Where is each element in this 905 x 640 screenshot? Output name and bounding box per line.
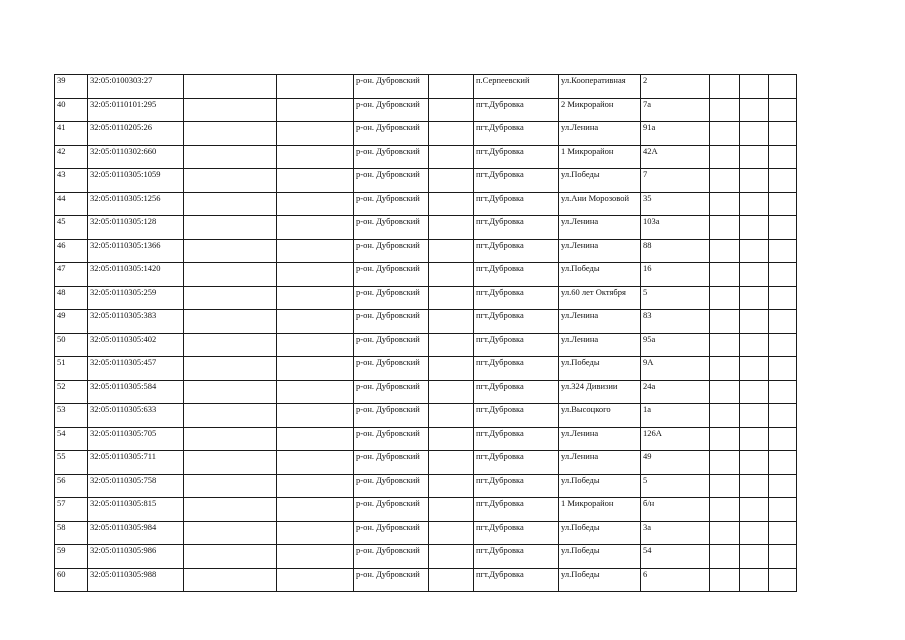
house-number-cell: 9А [641,357,710,381]
empty-cell-5 [740,451,769,475]
street-cell: ул.Победы [559,568,641,592]
empty-cell-5 [740,380,769,404]
settlement-cell: пгт.Дубровка [474,169,559,193]
street-cell: ул.Ленина [559,122,641,146]
house-number-cell: 35 [641,192,710,216]
table-row [55,192,797,216]
cadastral-number-cell: 32:05:0110305:711 [88,451,184,475]
empty-cell-4 [710,568,740,592]
empty-cell-3 [429,545,474,569]
district-cell: р-он. Дубровский [354,333,429,357]
settlement-cell: пгт.Дубровка [474,568,559,592]
empty-cell-6 [769,521,797,545]
empty-cell-2 [277,145,354,169]
empty-cell-6 [769,404,797,428]
empty-cell-3 [429,474,474,498]
house-number-cell: 2 [641,75,710,99]
cadastral-number-cell: 32:05:0110305:383 [88,310,184,334]
empty-cell-1 [184,380,277,404]
cadastral-number-cell: 32:05:0110305:984 [88,521,184,545]
district-cell: р-он. Дубровский [354,169,429,193]
row-number-cell: 49 [55,310,88,334]
empty-cell-2 [277,192,354,216]
district-cell: р-он. Дубровский [354,122,429,146]
table-row [55,169,797,193]
empty-cell-3 [429,357,474,381]
district-cell: р-он. Дубровский [354,404,429,428]
empty-cell-6 [769,98,797,122]
empty-cell-2 [277,122,354,146]
empty-cell-1 [184,474,277,498]
empty-cell-2 [277,521,354,545]
row-number-cell: 44 [55,192,88,216]
district-cell: р-он. Дубровский [354,98,429,122]
cadastral-number-cell: 32:05:0110101:295 [88,98,184,122]
row-number-cell: 58 [55,521,88,545]
empty-cell-3 [429,310,474,334]
empty-cell-2 [277,404,354,428]
empty-cell-6 [769,216,797,240]
street-cell: ул.Высоцкого [559,404,641,428]
empty-cell-4 [710,286,740,310]
street-cell: ул.Ленина [559,333,641,357]
empty-cell-5 [740,404,769,428]
empty-cell-2 [277,98,354,122]
house-number-cell: 5 [641,286,710,310]
settlement-cell: пгт.Дубровка [474,263,559,287]
empty-cell-4 [710,333,740,357]
empty-cell-2 [277,427,354,451]
street-cell: ул.Ленина [559,216,641,240]
row-number-cell: 42 [55,145,88,169]
cadastral-number-cell: 32:05:0100303:27 [88,75,184,99]
district-cell: р-он. Дубровский [354,545,429,569]
row-number-cell: 47 [55,263,88,287]
street-cell: ул.Кооперативная [559,75,641,99]
cadastral-number-cell: 32:05:0110302:660 [88,145,184,169]
empty-cell-6 [769,474,797,498]
empty-cell-4 [710,145,740,169]
empty-cell-2 [277,380,354,404]
empty-cell-5 [740,474,769,498]
cadastral-number-cell: 32:05:0110305:815 [88,498,184,522]
property-register-table [54,74,797,592]
empty-cell-5 [740,568,769,592]
empty-cell-2 [277,451,354,475]
empty-cell-3 [429,286,474,310]
district-cell: р-он. Дубровский [354,286,429,310]
row-number-cell: 59 [55,545,88,569]
empty-cell-1 [184,310,277,334]
empty-cell-4 [710,474,740,498]
empty-cell-1 [184,145,277,169]
empty-cell-5 [740,192,769,216]
empty-cell-2 [277,498,354,522]
street-cell: ул.324 Дивизии [559,380,641,404]
street-cell: ул.Победы [559,521,641,545]
empty-cell-1 [184,427,277,451]
settlement-cell: пгт.Дубровка [474,404,559,428]
settlement-cell: пгт.Дубровка [474,216,559,240]
empty-cell-1 [184,286,277,310]
cadastral-number-cell: 32:05:0110305:1366 [88,239,184,263]
empty-cell-6 [769,498,797,522]
empty-cell-3 [429,498,474,522]
row-number-cell: 41 [55,122,88,146]
street-cell: ул.Ани Морозовой [559,192,641,216]
empty-cell-1 [184,545,277,569]
district-cell: р-он. Дубровский [354,216,429,240]
house-number-cell: б/н [641,498,710,522]
district-cell: р-он. Дубровский [354,474,429,498]
empty-cell-5 [740,310,769,334]
empty-cell-6 [769,568,797,592]
district-cell: р-он. Дубровский [354,357,429,381]
house-number-cell: 83 [641,310,710,334]
street-cell: ул.Победы [559,357,641,381]
district-cell: р-он. Дубровский [354,427,429,451]
district-cell: р-он. Дубровский [354,75,429,99]
empty-cell-2 [277,333,354,357]
house-number-cell: 6 [641,568,710,592]
empty-cell-3 [429,169,474,193]
street-cell: ул.Ленина [559,239,641,263]
settlement-cell: пгт.Дубровка [474,545,559,569]
empty-cell-1 [184,521,277,545]
empty-cell-5 [740,521,769,545]
empty-cell-5 [740,427,769,451]
empty-cell-4 [710,521,740,545]
empty-cell-5 [740,122,769,146]
empty-cell-5 [740,498,769,522]
empty-cell-6 [769,310,797,334]
table-row [55,451,797,475]
table-row [55,333,797,357]
table-row [55,474,797,498]
empty-cell-5 [740,145,769,169]
table-row [55,239,797,263]
empty-cell-4 [710,192,740,216]
row-number-cell: 60 [55,568,88,592]
empty-cell-4 [710,263,740,287]
empty-cell-3 [429,239,474,263]
cadastral-number-cell: 32:05:0110305:988 [88,568,184,592]
empty-cell-5 [740,357,769,381]
table-row [55,310,797,334]
empty-cell-4 [710,98,740,122]
empty-cell-4 [710,380,740,404]
empty-cell-3 [429,427,474,451]
table-row [55,498,797,522]
table-row [55,380,797,404]
empty-cell-6 [769,451,797,475]
street-cell: ул.Ленина [559,451,641,475]
empty-cell-3 [429,192,474,216]
empty-cell-4 [710,169,740,193]
house-number-cell: 54 [641,545,710,569]
empty-cell-6 [769,427,797,451]
cadastral-number-cell: 32:05:0110205:26 [88,122,184,146]
empty-cell-4 [710,310,740,334]
settlement-cell: пгт.Дубровка [474,286,559,310]
empty-cell-4 [710,122,740,146]
empty-cell-6 [769,145,797,169]
table-row [55,404,797,428]
empty-cell-3 [429,380,474,404]
empty-cell-5 [740,169,769,193]
house-number-cell: 1а [641,404,710,428]
empty-cell-1 [184,192,277,216]
empty-cell-4 [710,427,740,451]
empty-cell-5 [740,333,769,357]
empty-cell-6 [769,75,797,99]
empty-cell-1 [184,75,277,99]
settlement-cell: пгт.Дубровка [474,357,559,381]
house-number-cell: 5 [641,474,710,498]
table-row [55,145,797,169]
row-number-cell: 50 [55,333,88,357]
house-number-cell: 49 [641,451,710,475]
cadastral-number-cell: 32:05:0110305:584 [88,380,184,404]
cadastral-number-cell: 32:05:0110305:758 [88,474,184,498]
row-number-cell: 54 [55,427,88,451]
street-cell: 1 Микрорайон [559,145,641,169]
row-number-cell: 43 [55,169,88,193]
row-number-cell: 39 [55,75,88,99]
cadastral-number-cell: 32:05:0110305:457 [88,357,184,381]
row-number-cell: 51 [55,357,88,381]
empty-cell-1 [184,498,277,522]
empty-cell-4 [710,75,740,99]
settlement-cell: пгт.Дубровка [474,474,559,498]
table-row [55,568,797,592]
empty-cell-2 [277,216,354,240]
empty-cell-1 [184,169,277,193]
table-row [55,545,797,569]
empty-cell-2 [277,239,354,263]
empty-cell-1 [184,568,277,592]
empty-cell-4 [710,545,740,569]
row-number-cell: 56 [55,474,88,498]
empty-cell-6 [769,122,797,146]
settlement-cell: пгт.Дубровка [474,333,559,357]
street-cell: ул.Ленина [559,427,641,451]
house-number-cell: 16 [641,263,710,287]
empty-cell-2 [277,310,354,334]
empty-cell-6 [769,192,797,216]
row-number-cell: 40 [55,98,88,122]
street-cell: 2 Микрорайон [559,98,641,122]
district-cell: р-он. Дубровский [354,380,429,404]
empty-cell-6 [769,545,797,569]
empty-cell-5 [740,286,769,310]
house-number-cell: 24а [641,380,710,404]
empty-cell-5 [740,263,769,287]
empty-cell-5 [740,545,769,569]
house-number-cell: 7а [641,98,710,122]
empty-cell-1 [184,122,277,146]
empty-cell-1 [184,357,277,381]
district-cell: р-он. Дубровский [354,192,429,216]
settlement-cell: пгт.Дубровка [474,380,559,404]
empty-cell-6 [769,380,797,404]
cadastral-number-cell: 32:05:0110305:705 [88,427,184,451]
empty-cell-2 [277,286,354,310]
settlement-cell: пгт.Дубровка [474,145,559,169]
house-number-cell: 3а [641,521,710,545]
cadastral-number-cell: 32:05:0110305:1256 [88,192,184,216]
table-row [55,98,797,122]
row-number-cell: 53 [55,404,88,428]
empty-cell-2 [277,474,354,498]
empty-cell-1 [184,333,277,357]
table-row [55,122,797,146]
empty-cell-1 [184,239,277,263]
cadastral-number-cell: 32:05:0110305:1420 [88,263,184,287]
empty-cell-6 [769,333,797,357]
house-number-cell: 103а [641,216,710,240]
empty-cell-2 [277,263,354,287]
street-cell: ул.Победы [559,474,641,498]
street-cell: ул.Победы [559,263,641,287]
district-cell: р-он. Дубровский [354,521,429,545]
empty-cell-1 [184,98,277,122]
empty-cell-6 [769,286,797,310]
empty-cell-6 [769,263,797,287]
empty-cell-3 [429,451,474,475]
empty-cell-4 [710,451,740,475]
cadastral-number-cell: 32:05:0110305:259 [88,286,184,310]
empty-cell-3 [429,521,474,545]
empty-cell-2 [277,169,354,193]
empty-cell-4 [710,216,740,240]
settlement-cell: пгт.Дубровка [474,427,559,451]
empty-cell-3 [429,122,474,146]
house-number-cell: 42А [641,145,710,169]
empty-cell-3 [429,333,474,357]
cadastral-number-cell: 32:05:0110305:986 [88,545,184,569]
house-number-cell: 7 [641,169,710,193]
settlement-cell: пгт.Дубровка [474,239,559,263]
house-number-cell: 126А [641,427,710,451]
empty-cell-6 [769,239,797,263]
empty-cell-1 [184,216,277,240]
district-cell: р-он. Дубровский [354,145,429,169]
district-cell: р-он. Дубровский [354,310,429,334]
settlement-cell: пгт.Дубровка [474,310,559,334]
empty-cell-6 [769,169,797,193]
empty-cell-1 [184,404,277,428]
empty-cell-3 [429,263,474,287]
empty-cell-5 [740,75,769,99]
empty-cell-1 [184,263,277,287]
street-cell: ул.Победы [559,545,641,569]
settlement-cell: пгт.Дубровка [474,98,559,122]
street-cell: ул.60 лет Октября [559,286,641,310]
empty-cell-5 [740,216,769,240]
district-cell: р-он. Дубровский [354,498,429,522]
empty-cell-1 [184,451,277,475]
street-cell: 1 Микрорайон [559,498,641,522]
empty-cell-2 [277,545,354,569]
cadastral-number-cell: 32:05:0110305:633 [88,404,184,428]
register-body [55,75,797,592]
street-cell: ул.Ленина [559,310,641,334]
house-number-cell: 88 [641,239,710,263]
empty-cell-4 [710,239,740,263]
district-cell: р-он. Дубровский [354,239,429,263]
empty-cell-6 [769,357,797,381]
settlement-cell: пгт.Дубровка [474,451,559,475]
row-number-cell: 52 [55,380,88,404]
empty-cell-4 [710,404,740,428]
settlement-cell: пгт.Дубровка [474,521,559,545]
empty-cell-2 [277,75,354,99]
cadastral-number-cell: 32:05:0110305:402 [88,333,184,357]
empty-cell-3 [429,145,474,169]
empty-cell-2 [277,357,354,381]
table-row [55,216,797,240]
table-row [55,286,797,310]
district-cell: р-он. Дубровский [354,568,429,592]
table-row [55,75,797,99]
district-cell: р-он. Дубровский [354,263,429,287]
row-number-cell: 48 [55,286,88,310]
row-number-cell: 57 [55,498,88,522]
district-cell: р-он. Дубровский [354,451,429,475]
row-number-cell: 55 [55,451,88,475]
house-number-cell: 91а [641,122,710,146]
house-number-cell: 95а [641,333,710,357]
cadastral-number-cell: 32:05:0110305:1059 [88,169,184,193]
empty-cell-5 [740,98,769,122]
empty-cell-4 [710,357,740,381]
settlement-cell: пгт.Дубровка [474,122,559,146]
empty-cell-3 [429,404,474,428]
table-row [55,263,797,287]
table-row [55,427,797,451]
row-number-cell: 46 [55,239,88,263]
empty-cell-4 [710,498,740,522]
empty-cell-3 [429,75,474,99]
empty-cell-5 [740,239,769,263]
settlement-cell: пгт.Дубровка [474,498,559,522]
empty-cell-3 [429,98,474,122]
table-row [55,521,797,545]
row-number-cell: 45 [55,216,88,240]
table-row [55,357,797,381]
empty-cell-3 [429,568,474,592]
street-cell: ул.Победы [559,169,641,193]
empty-cell-3 [429,216,474,240]
settlement-cell: п.Серпеевский [474,75,559,99]
empty-cell-2 [277,568,354,592]
settlement-cell: пгт.Дубровка [474,192,559,216]
cadastral-number-cell: 32:05:0110305:128 [88,216,184,240]
